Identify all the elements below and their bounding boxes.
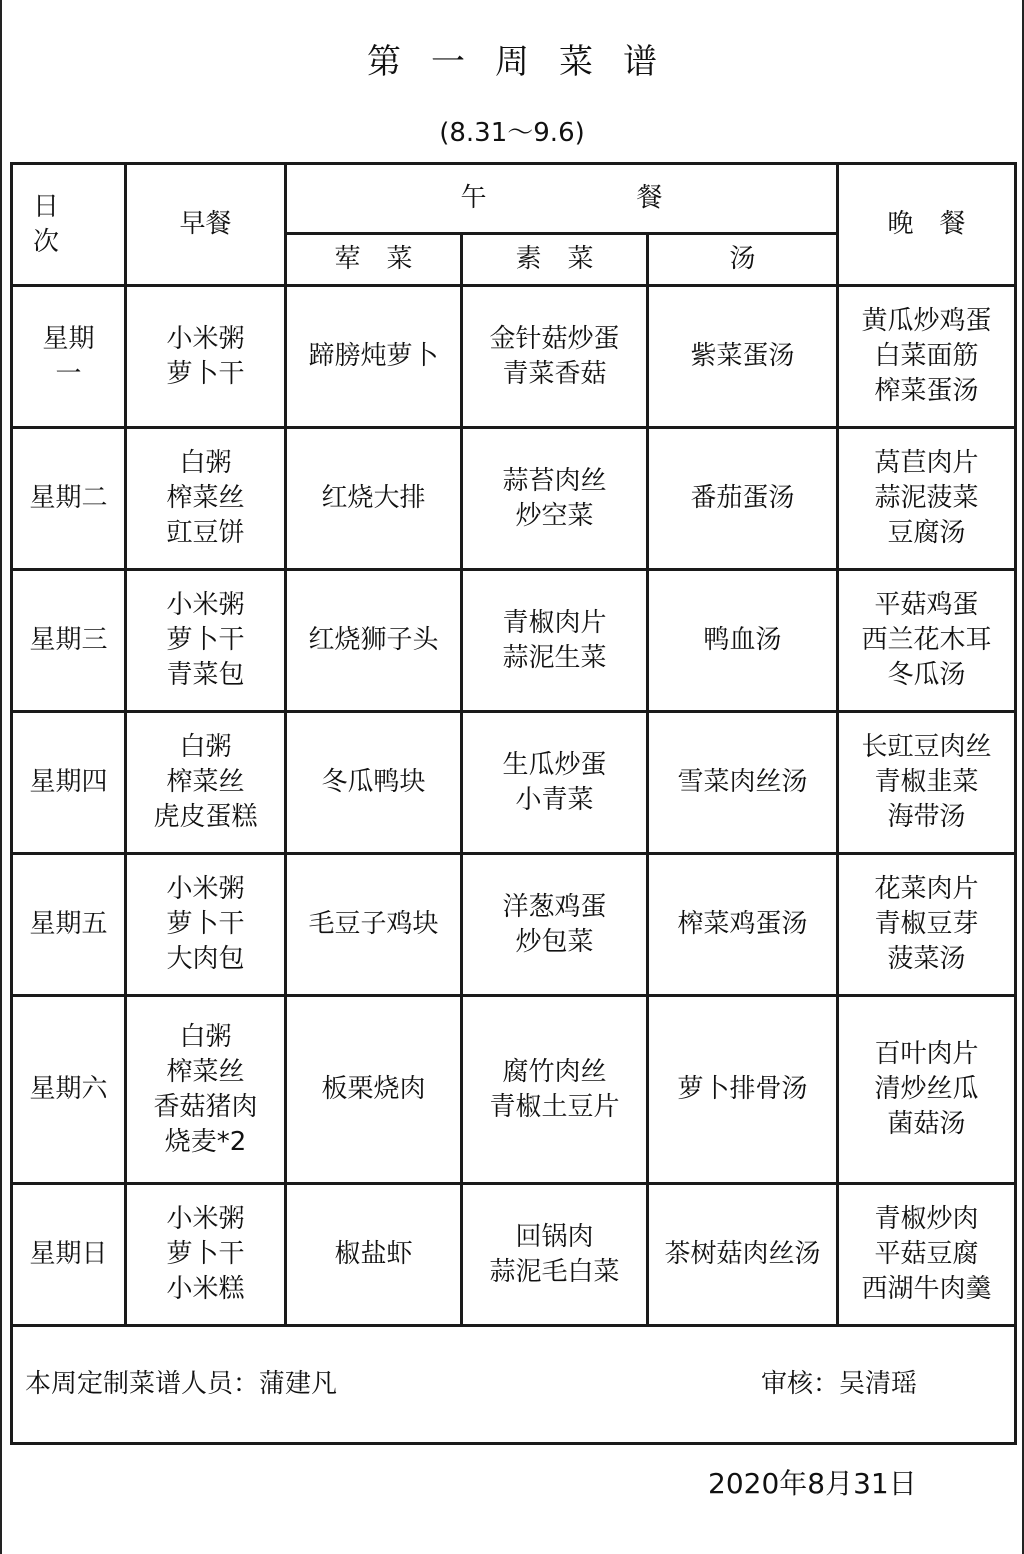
header-veg: 素菜	[462, 234, 648, 286]
breakfast-item: 萝卜干	[166, 358, 245, 389]
veg-item: 蒜泥毛白菜	[489, 1256, 620, 1287]
meat-item: 蹄膀炖萝卜	[308, 341, 439, 371]
veg-item: 洋葱鸡蛋	[502, 891, 607, 922]
breakfast-item: 小米粥	[166, 323, 245, 354]
breakfast-item: 萝卜干	[166, 909, 245, 939]
dinner-item: 青椒豆芽	[874, 909, 979, 939]
menu-row	[12, 712, 1016, 854]
menu-row	[12, 570, 1016, 712]
dinner-item: 西湖牛肉羹	[861, 1274, 992, 1304]
day-item: 星期六	[29, 1074, 108, 1104]
dinner-item: 海带汤	[887, 802, 966, 832]
meat-item: 冬瓜鸭块	[321, 767, 426, 797]
soup-item: 番茄蛋汤	[690, 483, 795, 513]
issue-date: 2020年8月31日	[708, 1467, 917, 1500]
cell-day	[12, 428, 126, 570]
breakfast-item: 青菜包	[166, 660, 245, 690]
meat-item: 毛豆子鸡块	[308, 909, 439, 939]
dinner-item: 白菜面筋	[874, 341, 979, 371]
soup-item: 萝卜排骨汤	[677, 1074, 808, 1104]
soup-item: 茶树菇肉丝汤	[664, 1239, 821, 1269]
cell-day	[12, 286, 126, 428]
planner-text: 本周定制菜谱人员：蒲建凡	[25, 1369, 338, 1399]
breakfast-item: 烧麦*2	[164, 1126, 247, 1157]
cell-soup	[648, 712, 838, 854]
cell-breakfast	[126, 570, 286, 712]
dinner-item: 榨菜蛋汤	[874, 376, 979, 406]
header-lunch: 午餐	[286, 164, 838, 234]
veg-item: 炒空菜	[515, 500, 594, 531]
breakfast-item: 小米粥	[166, 874, 245, 904]
cell-dinner	[838, 1184, 1016, 1326]
soup-item: 榨菜鸡蛋汤	[677, 909, 808, 939]
dinner-item: 黄瓜炒鸡蛋	[861, 306, 992, 336]
veg-item: 金针菇炒蛋	[489, 323, 620, 354]
dinner-item: 菠菜汤	[887, 944, 966, 974]
day-item: 星期四	[29, 767, 108, 797]
page-title: 第一周菜谱	[367, 42, 687, 82]
veg-item: 生瓜炒蛋	[502, 749, 607, 780]
dinner-item: 菌菇汤	[887, 1109, 966, 1139]
cell-soup	[648, 570, 838, 712]
cell-day	[12, 712, 126, 854]
cell-veg	[462, 712, 648, 854]
day-item: 星期二	[29, 483, 108, 513]
cell-veg	[462, 996, 648, 1184]
header-day: 日次	[12, 164, 126, 286]
cell-soup	[648, 286, 838, 428]
cell-dinner	[838, 854, 1016, 996]
veg-item: 腐竹肉丝	[502, 1056, 607, 1087]
cell-dinner	[838, 570, 1016, 712]
veg-item: 蒜泥生菜	[502, 642, 607, 673]
dinner-item: 百叶肉片	[874, 1039, 979, 1069]
meat-item: 红烧狮子头	[308, 625, 439, 655]
cell-breakfast	[126, 854, 286, 996]
soup-item: 鸭血汤	[703, 625, 782, 655]
day-item: 星期三	[29, 625, 108, 655]
veg-item: 青椒土豆片	[489, 1091, 620, 1122]
breakfast-item: 香菇猪肉	[153, 1091, 258, 1122]
cell-meat	[286, 570, 462, 712]
cell-soup	[648, 428, 838, 570]
cell-soup	[648, 1184, 838, 1326]
menu-table	[10, 162, 1017, 1445]
page-edge-left	[0, 0, 2, 1554]
cell-day	[12, 1184, 126, 1326]
menu-row	[12, 854, 1016, 996]
breakfast-item: 榨菜丝	[166, 767, 245, 797]
veg-item: 回锅肉	[515, 1221, 594, 1252]
cell-meat	[286, 996, 462, 1184]
day-item: 星期	[42, 323, 95, 354]
cell-veg	[462, 1184, 648, 1326]
cell-dinner	[838, 286, 1016, 428]
meat-item: 红烧大排	[321, 483, 426, 513]
cell-dinner	[838, 428, 1016, 570]
cell-meat	[286, 1184, 462, 1326]
header-soup: 汤	[648, 234, 838, 286]
dinner-item: 青椒韭菜	[874, 767, 979, 797]
breakfast-item: 小米粥	[166, 590, 245, 620]
cell-veg	[462, 854, 648, 996]
day-item: 星期五	[29, 909, 108, 939]
cell-dinner	[838, 996, 1016, 1184]
cell-breakfast	[126, 428, 286, 570]
veg-item: 蒜苔肉丝	[502, 465, 607, 496]
breakfast-item: 虎皮蛋糕	[153, 802, 258, 832]
cell-breakfast	[126, 712, 286, 854]
cell-soup	[648, 854, 838, 996]
cell-day	[12, 996, 126, 1184]
footer-row	[12, 1326, 1016, 1444]
cell-veg	[462, 286, 648, 428]
breakfast-item: 榨菜丝	[166, 483, 245, 513]
breakfast-item: 萝卜干	[166, 1239, 245, 1269]
dinner-item: 豆腐汤	[887, 518, 966, 548]
day-item: 一	[55, 358, 82, 389]
cell-meat	[286, 854, 462, 996]
veg-item: 青菜香菇	[502, 358, 607, 389]
breakfast-item: 萝卜干	[166, 625, 245, 655]
breakfast-item: 小米粥	[166, 1204, 245, 1234]
breakfast-item: 大肉包	[166, 944, 245, 974]
breakfast-item: 白粥	[179, 732, 232, 762]
veg-item: 青椒肉片	[502, 607, 607, 638]
soup-item: 紫菜蛋汤	[690, 341, 795, 371]
soup-item: 雪菜肉丝汤	[677, 767, 808, 797]
meat-item: 椒盐虾	[334, 1239, 413, 1269]
dinner-item: 西兰花木耳	[861, 625, 992, 655]
header-meat: 荤菜	[286, 234, 462, 286]
cell-breakfast	[126, 286, 286, 428]
cell-veg	[462, 570, 648, 712]
breakfast-item: 小米糕	[166, 1274, 245, 1304]
dinner-item: 长豇豆肉丝	[861, 732, 992, 762]
menu-row	[12, 286, 1016, 428]
meat-item: 板栗烧肉	[321, 1074, 426, 1104]
dinner-item: 青椒炒肉	[874, 1204, 979, 1234]
reviewer-text: 审核：吴清瑶	[761, 1369, 918, 1399]
menu-row	[12, 1184, 1016, 1326]
dinner-item: 平菇鸡蛋	[874, 590, 979, 620]
breakfast-item: 豇豆饼	[166, 518, 245, 548]
dinner-item: 莴苣肉片	[874, 448, 979, 478]
veg-item: 小青菜	[515, 784, 594, 815]
dinner-item: 清炒丝瓜	[874, 1074, 979, 1104]
date-range: (8.31～9.6)	[439, 118, 585, 148]
menu-row	[12, 428, 1016, 570]
dinner-item: 花菜肉片	[874, 874, 979, 904]
cell-soup	[648, 996, 838, 1184]
cell-meat	[286, 712, 462, 854]
cell-day	[12, 854, 126, 996]
cell-dinner	[838, 712, 1016, 854]
cell-veg	[462, 428, 648, 570]
veg-item: 炒包菜	[515, 926, 594, 957]
header-dinner: 晚餐	[838, 164, 1016, 286]
cell-breakfast	[126, 996, 286, 1184]
dinner-item: 蒜泥菠菜	[874, 483, 979, 513]
cell-meat	[286, 286, 462, 428]
cell-breakfast	[126, 1184, 286, 1326]
breakfast-item: 白粥	[179, 448, 232, 478]
cell-meat	[286, 428, 462, 570]
menu-row	[12, 996, 1016, 1184]
dinner-item: 冬瓜汤	[887, 660, 966, 690]
cell-day	[12, 570, 126, 712]
day-item: 星期日	[29, 1239, 108, 1269]
breakfast-item: 白粥	[179, 1021, 232, 1052]
header-breakfast: 早餐	[126, 164, 286, 286]
breakfast-item: 榨菜丝	[166, 1056, 245, 1087]
dinner-item: 平菇豆腐	[874, 1239, 979, 1269]
